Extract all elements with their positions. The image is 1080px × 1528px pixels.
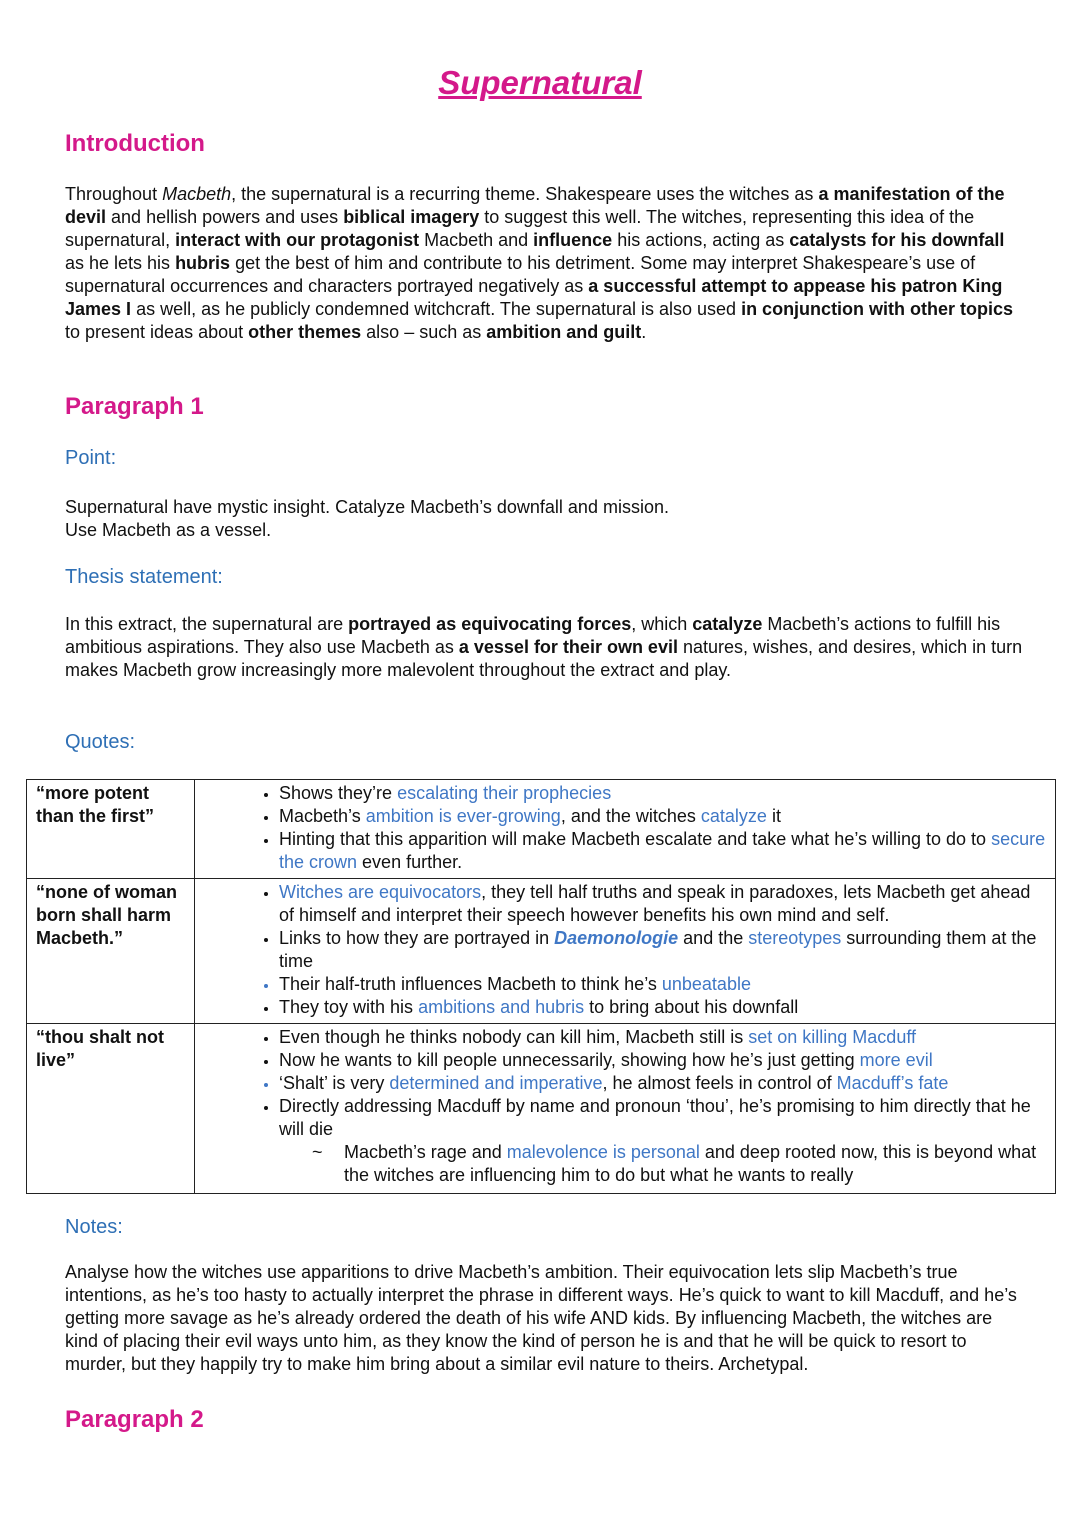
analysis-point: [279, 1095, 1047, 1141]
quote-row: [27, 780, 1056, 879]
text-run: Hinting that this apparition will make Macbeth escalate and take what he’s willing to do to: [279, 829, 992, 849]
text-run: Shows they’re: [279, 783, 398, 803]
text-run: Macbeth and: [419, 230, 534, 250]
text-run: ambition is ever-growing: [365, 806, 561, 826]
text-run: to bring about his downfall: [584, 997, 799, 1017]
analysis-point: [279, 927, 1047, 973]
text-run: catalysts for his downfall: [789, 230, 1005, 250]
text-run: Their half-truth influences Macbeth to think he’s: [279, 974, 662, 994]
text-run: natures, wishes, and desires, which in turn makes Macbeth grow increasingly more malevolent throughout the extract and play.: [65, 637, 1023, 680]
text-run: to suggest this well. The witches, representing this idea of the supernatural,: [65, 207, 975, 250]
text-run: ambition and guilt: [486, 322, 642, 342]
text-run: Now he wants to kill people unnecessarily, showing how he’s just getting: [279, 1050, 860, 1070]
text-run: unbeatable: [661, 974, 751, 994]
text-run: other themes: [248, 322, 362, 342]
text-run: hubris: [175, 253, 231, 273]
quotes-table-body: [27, 780, 1056, 1194]
text-run: Even though he thinks nobody can kill him, Macbeth still is: [279, 1027, 749, 1047]
analysis-list: [204, 782, 1047, 874]
text-run: secure the crown: [279, 829, 1046, 872]
text-run: Links to how they are portrayed in: [279, 928, 555, 948]
text-run: Macbeth’s: [279, 806, 366, 826]
text-run: get the best of him and contribute to his detriment. Some may interpret Shakespeare’s use of supernatural occurrences and characters portrayed negatively as: [65, 253, 976, 296]
introduction-heading: Introduction: [65, 130, 205, 157]
text-run: Macduff’s fate: [836, 1073, 949, 1093]
notes-label: Notes:: [65, 1216, 123, 1238]
text-run: determined and imperative: [389, 1073, 603, 1093]
quote-text: “thou shalt not live”: [27, 1024, 195, 1194]
text-run: stereotypes: [748, 928, 842, 948]
text-run: .: [641, 322, 647, 342]
text-run: , they tell half truths and speak in paradoxes, lets Macbeth get ahead of himself and interpret their speech however benefits his own mind and self.: [279, 882, 1031, 925]
text-run: and hellish powers and uses: [106, 207, 344, 227]
text-run: Daemonologie: [554, 928, 679, 948]
text-run: They toy with his: [279, 997, 419, 1017]
text-run: , the supernatural is a recurring theme. Shakespeare uses the witches as: [231, 184, 819, 204]
point-line-2: Use Macbeth as a vessel.: [65, 520, 272, 540]
text-run: a manifestation of the devil: [65, 184, 1005, 227]
analysis-sub-point: [312, 1141, 1047, 1187]
text-run: ‘Shalt’ is very: [279, 1073, 390, 1093]
text-run: portrayed as equivocating forces: [348, 614, 632, 634]
text-run: Macbeth: [162, 184, 232, 204]
text-run: more evil: [859, 1050, 933, 1070]
analysis-point: [279, 1072, 1047, 1095]
text-run: malevolence is personal: [506, 1142, 700, 1162]
text-run: as he lets his: [65, 253, 176, 273]
text-run: Macbeth’s rage and: [344, 1142, 507, 1162]
text-run: his actions, acting as: [612, 230, 790, 250]
text-run: a vessel for their own evil: [458, 637, 678, 657]
text-run: escalating their prophecies: [397, 783, 612, 803]
quotes-table: [26, 779, 1056, 1194]
text-run: ambitions and hubris: [418, 997, 585, 1017]
analysis-point: [279, 973, 1047, 996]
analysis-list: [204, 1026, 1047, 1141]
analysis-cell: [195, 1024, 1056, 1194]
text-run: in conjunction with other topics: [741, 299, 1014, 319]
text-run: , he almost feels in control of: [602, 1073, 837, 1093]
text-run: influence: [533, 230, 613, 250]
analysis-point: [279, 1026, 1047, 1049]
text-run: and the: [678, 928, 749, 948]
analysis-point: [279, 1049, 1047, 1072]
text-run: biblical imagery: [343, 207, 480, 227]
text-run: In this extract, the supernatural are: [65, 614, 349, 634]
text-run: even further.: [357, 852, 463, 872]
text-run: also – such as: [361, 322, 487, 342]
analysis-list: [204, 881, 1047, 1019]
quote-row: [27, 1024, 1056, 1194]
paragraph1-heading: Paragraph 1: [65, 393, 204, 420]
notes-text: Analyse how the witches use apparitions to drive Macbeth’s ambition. Their equivocation lets slip Macbeth’s true intentions, as he’s too hasty to actually interpret the phrase in different ways. He’s quick to want to kill Macduff, and he’s getting more savage as he’s already ordered the death of his wife AND kids. By influencing Macbeth, the witches are kind of placing their evil ways unto him, as they know the kind of person he is and that he will be quick to resort to murder, but they happily try to make him bring about a similar evil nature to theirs. Archetypal.: [65, 1262, 1017, 1374]
thesis-text: [65, 613, 1025, 682]
analysis-point: [279, 805, 1047, 828]
quote-row: [27, 879, 1056, 1024]
sub-point-marker: ~: [312, 1142, 323, 1162]
text-run: , and the witches: [560, 806, 701, 826]
text-run: Throughout: [65, 184, 163, 204]
text-run: Directly addressing Macduff by name and pronoun ‘thou’, he’s promising to him directly that he will die: [279, 1096, 1031, 1139]
analysis-point: [279, 782, 1047, 805]
text-run: catalyze: [700, 806, 767, 826]
text-run: catalyze: [692, 614, 763, 634]
text-run: Witches are equivocators: [279, 882, 482, 902]
quote-text: “more potent than the first”: [27, 780, 195, 879]
page-title: Supernatural: [438, 64, 642, 101]
introduction-text: [65, 183, 1025, 344]
text-run: Macbeth’s actions to fulfill his ambitious aspirations. They also use Macbeth as: [65, 614, 1001, 657]
point-label: Point:: [65, 447, 117, 469]
text-run: interact with our protagonist: [175, 230, 420, 250]
thesis-label: Thesis statement:: [65, 566, 223, 588]
text-run: set on killing Macduff: [748, 1027, 917, 1047]
text-run: it: [766, 806, 781, 826]
point-text: [65, 496, 1025, 542]
analysis-point: [279, 828, 1047, 874]
text-run: a successful attempt to appease his patron King James I: [65, 276, 1003, 319]
text-run: , which: [631, 614, 693, 634]
analysis-cell: [195, 879, 1056, 1024]
text-run: as well, as he publicly condemned witchcraft. The supernatural is also used: [131, 299, 742, 319]
quote-text: “none of woman born shall harm Macbeth.”: [27, 879, 195, 1024]
analysis-sub-list: [204, 1141, 1047, 1187]
analysis-point: [279, 881, 1047, 927]
text-run: surrounding them at the time: [279, 928, 1037, 971]
paragraph2-heading: Paragraph 2: [65, 1406, 204, 1433]
analysis-cell: [195, 780, 1056, 879]
text-run: and deep rooted now, this is beyond what the witches are influencing him to do but what he wants to really: [344, 1142, 1037, 1185]
analysis-point: [279, 996, 1047, 1019]
point-line-1: Supernatural have mystic insight. Catalyze Macbeth’s downfall and mission.: [65, 497, 669, 517]
quotes-label: Quotes:: [65, 731, 136, 753]
text-run: to present ideas about: [65, 322, 249, 342]
